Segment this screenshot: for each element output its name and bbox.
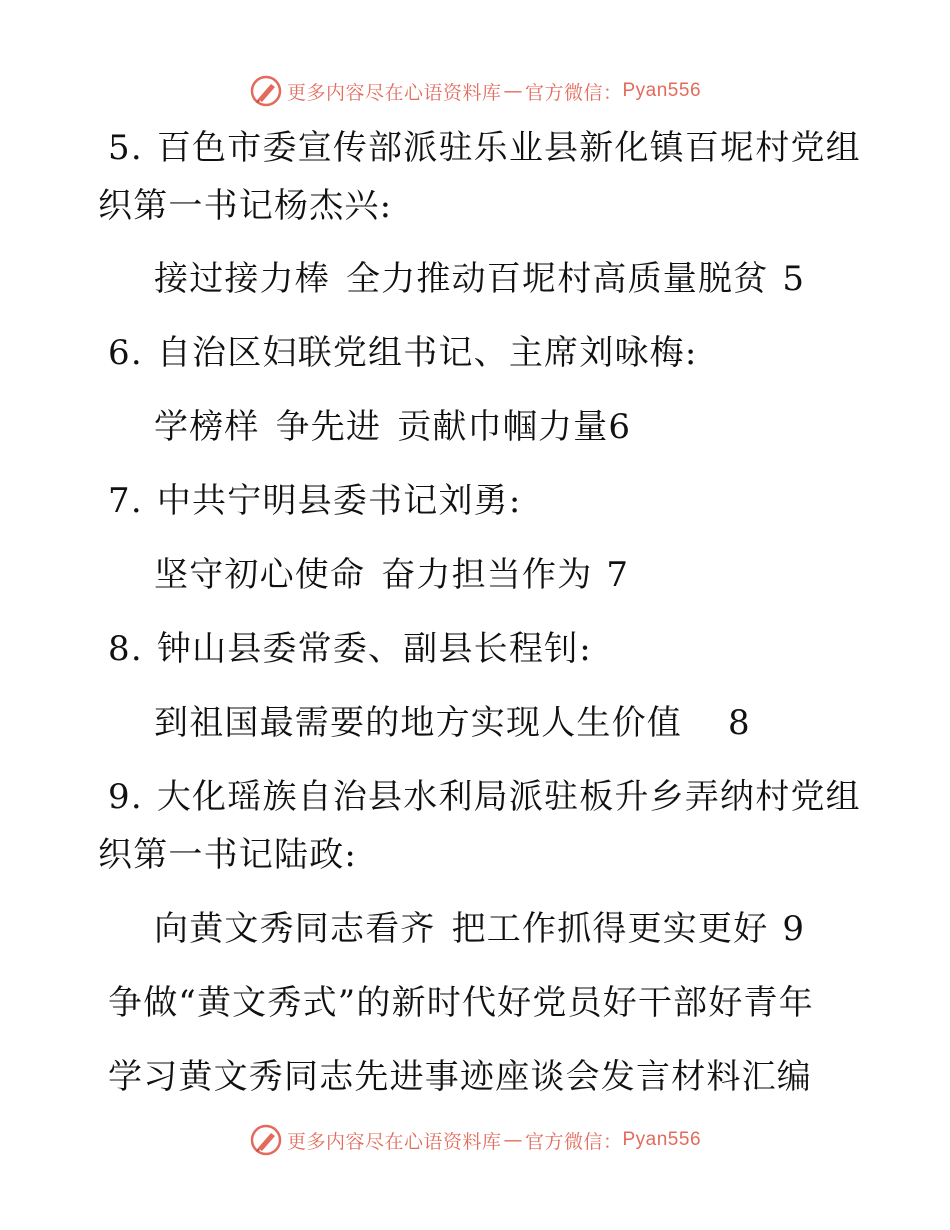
watermark-brand: 更多内容尽在心语资料库	[286, 1130, 502, 1153]
toc-entry-9-number: 9.	[108, 777, 143, 817]
toc-entry-6-title-part3: 贡献巾帼力量6	[397, 407, 632, 447]
toc-entry-7-number: 7.	[108, 481, 143, 521]
toc-entry-5-speaker-line2: 织第一书记杨杰兴:	[98, 186, 393, 226]
toc-entry-7-title	[154, 553, 629, 597]
watermark-dash: —	[503, 1129, 523, 1151]
toc-entry-7-title-part2: 奋力担当作为	[381, 555, 593, 595]
closing-line-1: 争做“黄文秀式”的新时代好党员好干部好青年	[108, 983, 814, 1023]
toc-entry-9-title-part2: 把工作抓得更实更好	[451, 909, 769, 949]
toc-entry-5-number: 5.	[108, 128, 143, 168]
pen-logo-icon	[249, 1123, 283, 1157]
watermark-label: 官方微信：	[524, 1130, 623, 1153]
toc-entry-6-speaker-line1	[108, 331, 698, 375]
toc-entry-8-title-part1: 到祖国最需要的地方实现人生价值	[154, 703, 682, 743]
toc-entry-7-page: 7	[606, 555, 630, 595]
toc-entry-5-title	[154, 257, 805, 301]
toc-entry-8-title	[154, 701, 751, 745]
toc-entry-6-title-part1: 学榜样	[154, 407, 260, 447]
toc-entry-8-speaker-line1	[108, 627, 592, 671]
toc-entry-9-speaker-line1	[108, 775, 861, 819]
toc-entry-6-title-part2: 争先进	[275, 407, 382, 447]
pen-logo-icon	[249, 74, 283, 108]
toc-entry-5-page: 5	[782, 259, 806, 299]
watermark-id: Pyan556	[622, 80, 702, 101]
toc-entry-8-speaker: 钟山县委常委、副县长程钊:	[156, 629, 592, 669]
toc-entry-9-title-part1: 向黄文秀同志看齐	[154, 909, 436, 949]
toc-entry-5-title-part2: 全力推动百坭村高质量脱贫	[346, 259, 769, 299]
toc-entry-6-number: 6.	[108, 333, 143, 373]
toc-entry-7-title-part1: 坚守初心使命	[154, 555, 366, 595]
header-watermark	[0, 71, 950, 111]
toc-entry-6-speaker: 自治区妇联党组书记、主席刘咏梅:	[156, 333, 698, 373]
toc-entry-9-speaker-line2: 织第一书记陆政:	[98, 835, 358, 875]
watermark-id: Pyan556	[622, 1129, 702, 1150]
watermark-label: 官方微信：	[524, 81, 623, 104]
toc-entry-6-title	[154, 405, 631, 449]
toc-entry-8-page: 8	[728, 703, 751, 743]
toc-entry-9-page: 9	[782, 909, 806, 949]
toc-entry-5-speaker-line1	[108, 126, 861, 170]
toc-entry-5-title-part1: 接过接力棒	[154, 259, 330, 299]
watermark-dash: —	[503, 80, 523, 102]
toc-entry-9-title	[154, 907, 805, 951]
watermark-brand: 更多内容尽在心语资料库	[286, 81, 502, 104]
footer-watermark	[0, 1120, 950, 1160]
closing-line-2: 学习黄文秀同志先进事迹座谈会发言材料汇编	[108, 1057, 812, 1097]
toc-entry-9-speaker: 大化瑶族自治县水利局派驻板升乡弄纳村党组	[156, 777, 861, 817]
toc-entry-5-speaker: 百色市委宣传部派驻乐业县新化镇百坭村党组	[156, 128, 861, 168]
toc-entry-7-speaker-line1	[108, 479, 522, 523]
toc-entry-7-speaker: 中共宁明县委书记刘勇:	[156, 481, 522, 521]
toc-entry-8-number: 8.	[108, 629, 143, 669]
